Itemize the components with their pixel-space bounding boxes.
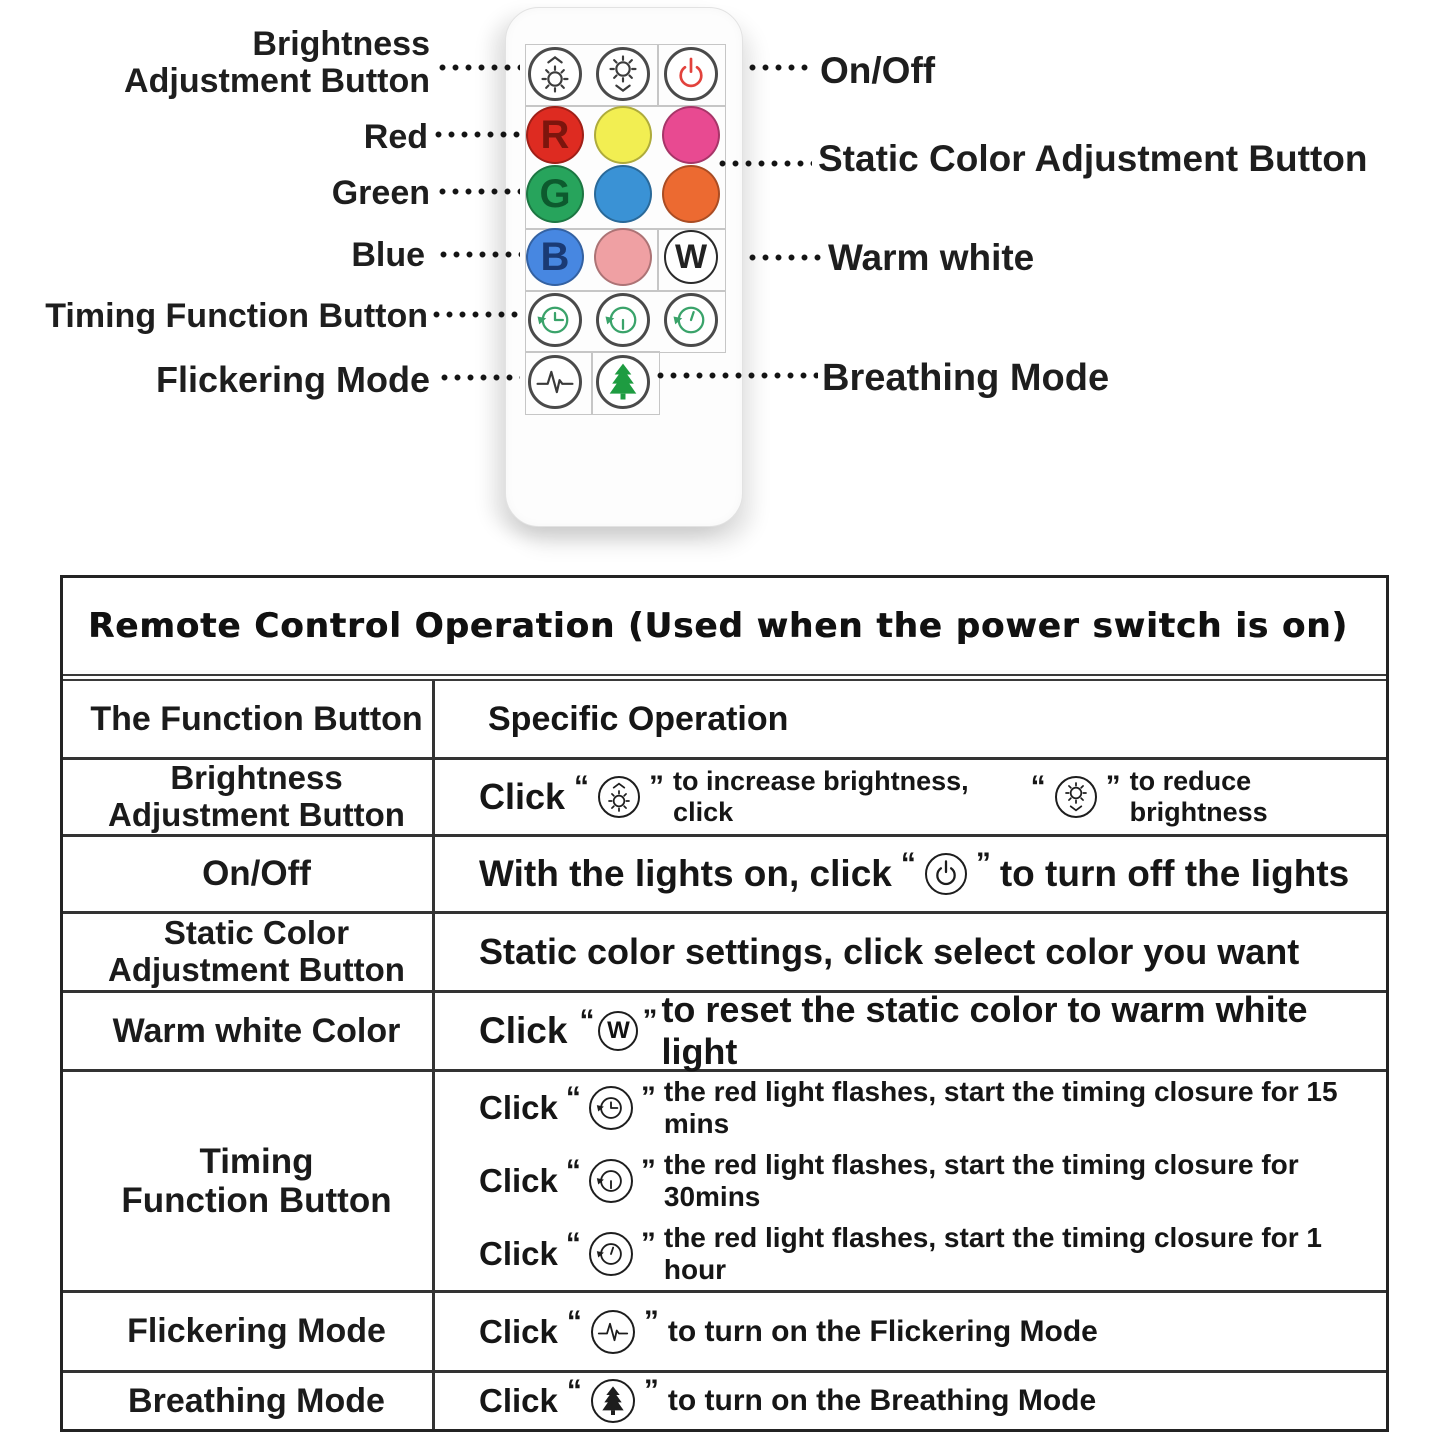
tree-icon [603,362,643,402]
row-static-color [63,914,1386,993]
timer-30min-icon [602,299,644,341]
timing-60-post: the red light flashes, start the timing closure for 1 hour [663,1222,1322,1285]
label-brightness-line2: Adjustment Button [124,61,430,100]
row-brightness-label-line2: Adjustment Button [108,796,405,833]
timing-line-15min [479,1076,1386,1140]
timer-1hour-button [664,293,718,347]
label-brightness-line1: Brightness [252,25,430,63]
brightness-down-icon [603,54,643,94]
label-on-off: On/Off [820,50,936,91]
close-quote: ” [640,1227,656,1260]
warm-desc-pre: Click [479,1010,568,1051]
col-header-specific-operation [435,681,1386,757]
light-pink-color-button [594,228,652,286]
timing-60-pre: Click [479,1235,558,1272]
row-static-label [63,914,435,990]
open-quote: “ [566,1304,582,1338]
table-title: Remote Control Operation (Used when the power switch is on) [63,578,1386,681]
row-timing [63,1072,1386,1293]
orange-color-button [662,165,720,223]
open-quote: “ [574,770,590,803]
timer-15min-icon [534,299,576,341]
label-warm-white: Warm white [828,237,1035,278]
row-warm-white [63,989,1386,1072]
breathing-tree-icon [591,1379,635,1423]
brightness-desc-mid: to increase brightness, click [673,766,969,827]
breathing-desc-post: to turn on the Breathing Mode [667,1384,1097,1417]
leader-dots-red [432,131,520,138]
flickering-desc-post: to turn on the Flickering Mode [667,1314,1098,1348]
timer-30min-button [596,293,650,347]
leader-dots-warm [746,254,824,261]
green-button-letter: G [539,172,571,216]
row-timing-label-line1: Timing [199,1141,314,1181]
row-onoff [63,837,1386,914]
brightness-desc-post: to reduce brightness [1129,766,1268,827]
timing-15-post: the red light flashes, start the timing closure for 15 mins [663,1076,1338,1139]
label-flickering-mode: Flickering Mode [155,359,430,400]
open-quote: “ [579,1004,595,1037]
row-warm-label [63,993,435,1069]
blue-color-button [594,165,652,223]
brightness-up-button [528,47,582,101]
open-quote: “ [900,847,916,880]
leader-dots-green [436,188,520,195]
row-warm-label-text: Warm white Color [112,1011,401,1050]
remote-control [505,7,743,527]
label-brightness-adjustment [124,26,430,99]
row-flickering [63,1293,1386,1373]
row-breathing-label [63,1373,435,1429]
close-quote: ” [1105,770,1121,803]
flickering-pulse-icon [533,360,577,404]
warm-white-button [664,230,718,284]
red-button-letter: R [540,113,570,157]
brightness-up-icon [598,776,640,818]
timing-30-post: the red light flashes, start the timing closure for 30mins [663,1149,1299,1212]
leader-dots-flickering [438,374,520,381]
row-brightness-label-line1: Brightness [170,759,343,797]
timer-15min-icon [589,1086,633,1130]
static-desc-text: Static color settings, click select color you want [479,931,1300,972]
operation-table [60,575,1389,1432]
timing-line-1hour [479,1222,1386,1286]
close-quote: ” [640,1154,656,1187]
open-quote: “ [566,1374,582,1407]
brightness-down-button [596,47,650,101]
open-quote: “ [565,1081,581,1114]
close-quote: ” [975,847,991,880]
power-icon [925,853,967,895]
flickering-pulse-icon [591,1310,635,1354]
row-timing-label [63,1072,435,1290]
label-red: Red [363,118,428,156]
magenta-color-button [662,106,720,164]
leader-dots-onoff [746,64,814,71]
specific-operation-text: Specific Operation [488,699,789,738]
brightness-down-icon [1055,776,1097,818]
leader-dots-breathing [654,372,818,379]
close-quote: ” [643,1304,659,1338]
brightness-desc-pre: Click [479,776,566,817]
open-quote: “ [565,1227,581,1260]
row-flickering-label [63,1293,435,1370]
close-quote: ” [640,1081,656,1114]
breathing-desc-pre: Click [479,1382,558,1419]
row-breathing [63,1373,1386,1429]
warm-white-w-icon: W [598,1011,638,1051]
row-flickering-label-text: Flickering Mode [127,1312,386,1351]
leader-dots-timing [430,311,520,318]
brightness-up-icon [535,54,575,94]
row-brightness [63,760,1386,837]
label-timing-function: Timing Function Button [45,297,428,335]
row-timing-label-line2: Function Button [121,1181,392,1220]
timer-1hour-icon [589,1232,633,1276]
timer-15min-button [528,293,582,347]
close-quote: ” [649,770,665,803]
col-header-function-button: The Function Button [63,681,435,757]
leader-dots-blue [437,251,520,258]
onoff-desc-pre: With the lights on, click [479,853,892,894]
close-quote: ” [643,1374,659,1407]
row-brightness-label [63,760,435,834]
table-header-row [63,681,1386,760]
label-blue: Blue [351,236,425,274]
label-breathing-mode: Breathing Mode [822,357,1110,399]
timing-15-pre: Click [479,1089,558,1126]
open-quote: “ [1030,770,1046,803]
warm-desc-post: to reset the static color to warm white light [661,989,1308,1072]
leader-dots-static [716,160,812,167]
power-button [664,47,718,101]
flickering-desc-pre: Click [479,1312,558,1350]
label-static-color: Static Color Adjustment Button [818,138,1368,179]
row-static-label-line1: Static Color [163,914,350,952]
green-color-button [526,165,584,223]
row-static-label-line2: Adjustment Button [108,951,405,988]
power-icon [672,55,710,93]
timer-30min-icon [589,1159,633,1203]
warm-white-button-letter: W [674,237,708,276]
flickering-mode-button [528,355,582,409]
timing-line-30min [479,1149,1386,1213]
leader-dots-brightness [436,64,520,71]
breathing-mode-button [596,355,650,409]
open-quote: “ [565,1154,581,1187]
row-onoff-label-text: On/Off [202,854,311,894]
label-green: Green [331,174,430,212]
blue-button-letter: B [540,235,570,279]
row-onoff-label [63,837,435,911]
row-breathing-label-text: Breathing Mode [128,1381,385,1420]
blue-b-button [526,228,584,286]
timing-30-pre: Click [479,1162,558,1199]
yellow-color-button [594,106,652,164]
timer-1hour-icon [670,299,712,341]
red-color-button [526,106,584,164]
onoff-desc-post: to turn off the lights [999,853,1350,894]
close-quote: ” [642,1004,658,1037]
